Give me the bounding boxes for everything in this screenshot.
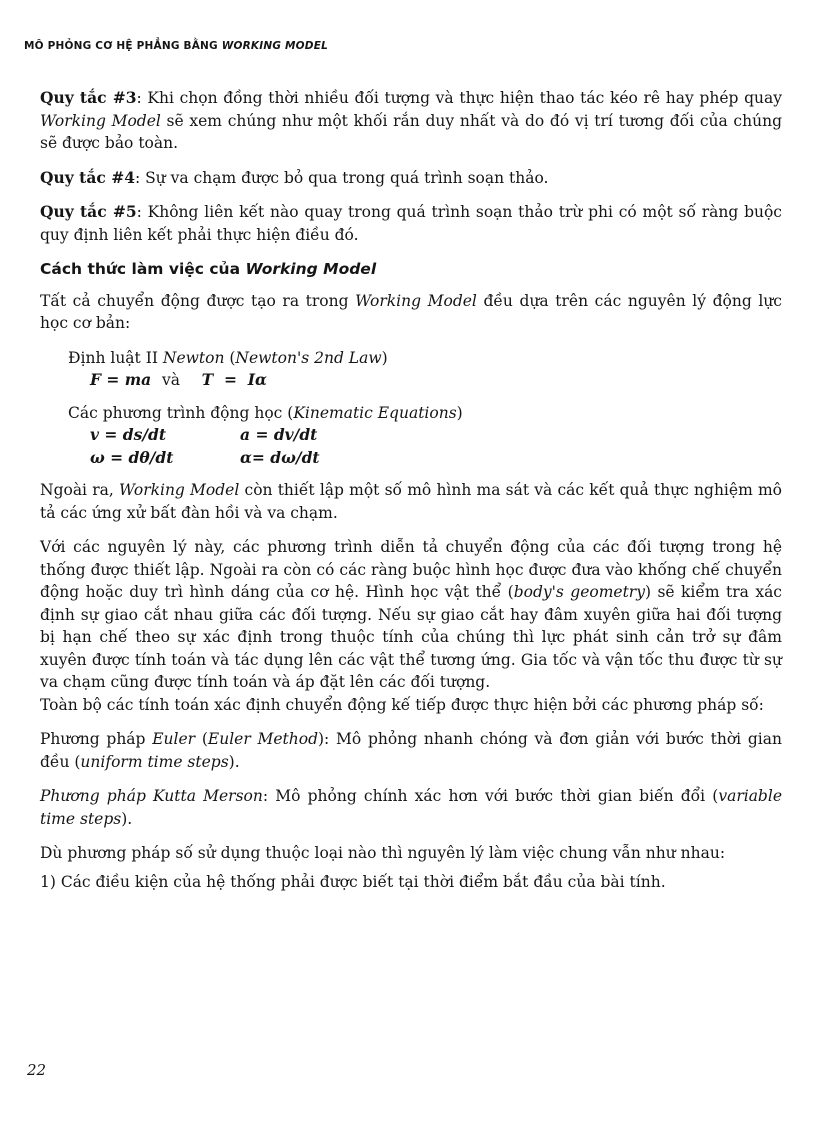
friction-text-a: Ngoài ra, <box>40 481 119 499</box>
general-paragraph <box>40 842 782 865</box>
kinematic-label-italic: Kinematic Equations <box>293 403 457 422</box>
kinematic-block <box>40 402 782 470</box>
section-heading-text: Cách thức làm việc của <box>40 260 241 278</box>
kinematic-label-b: ) <box>456 403 463 422</box>
rule-4-text: : Sự va chạm được bỏ qua trong quá trình soạn thảo. <box>134 168 549 187</box>
section-heading <box>40 258 782 281</box>
newton-law-label <box>68 347 782 370</box>
kutta-text-b: : Mô phỏng chính xác hơn với bước thời gian biến đổi ( <box>262 787 719 805</box>
euler-text-c: ): Mô phỏng nhanh chóng và đơn giản với bước thời gian đều ( <box>40 730 782 771</box>
rule-3-paragraph <box>40 87 782 155</box>
rule-4-label: Quy tắc #4 <box>40 167 135 187</box>
page-number: 22 <box>27 1061 47 1079</box>
numerical-text: Toàn bộ các tính toán xác định chuyển động kế tiếp được thực hiện bởi các phương pháp số: <box>40 695 764 714</box>
equation-velocity: v = ds/dt <box>90 425 167 444</box>
euler-text-b: ( <box>195 730 208 748</box>
intro-paragraph <box>40 290 782 335</box>
kinematic-label-a: Các phương trình động học ( <box>68 403 294 422</box>
kutta-italic-c: variable time steps <box>40 787 782 828</box>
equation-conjunction: và <box>162 371 181 389</box>
newton-label-a: Định luật II <box>68 348 163 367</box>
equation-torque: T = Iα <box>201 370 267 389</box>
kutta-italic-a: Phương pháp Kutta Merson <box>40 787 263 805</box>
running-header-title-italic: WORKING MODEL <box>221 40 328 52</box>
newton-label-c: ) <box>381 348 388 367</box>
rule-3-label: Quy tắc #3 <box>40 88 137 107</box>
newton-label-b: ( <box>224 348 236 367</box>
friction-text-b: còn thiết lập một số mô hình ma sát và các kết quả thực nghiệm mô tả các ứng xử bất đàn hồi và va chạm. <box>40 481 782 522</box>
rule-3-text-a: : Khi chọn đồng thời nhiều đối tượng và thực hiện thao tác kéo rê hay phép quay <box>136 89 782 107</box>
euler-text-d: ). <box>228 752 240 771</box>
rule-5-label: Quy tắc #5 <box>40 202 137 221</box>
running-header <box>24 40 328 52</box>
newton-label-italic-b: Newton's 2nd Law <box>235 348 382 367</box>
euler-italic-c: uniform time steps <box>80 752 229 771</box>
rule-3-italic: Working Model <box>40 111 161 130</box>
kutta-method-paragraph <box>40 785 782 830</box>
euler-text-a: Phương pháp <box>40 730 153 748</box>
equation-angular-velocity: ω = dθ/dt <box>90 447 174 467</box>
principles-text-b: ) sẽ kiểm tra xác định sự giao cắt nhau giữa các đối tượng. Nếu sự giao cắt hay đâm xuyên giữa hai đối tượng bị hạn chế theo sự xác định trong thuộc tính của chúng thì lực phát sinh cản trở sự đâm xuyên được tính toán và tác dụng lên các vật thể tương ứng. Gia tốc và vận tốc thu được từ sự va chạm cũng được tính toán và áp đặt lên các đối tượng. <box>40 583 782 691</box>
equation-acceleration: a = dv/dt <box>240 425 318 444</box>
kutta-text-d: ). <box>121 809 133 828</box>
euler-italic-b: Euler Method <box>207 730 318 748</box>
friction-paragraph <box>40 479 782 524</box>
newton-label-italic-a: Newton <box>162 348 225 367</box>
general-text: Dù phương pháp số sử dụng thuộc loại nào thì nguyên lý làm việc chung vẫn như nhau: <box>40 844 726 862</box>
equation-force: F = ma <box>90 370 152 389</box>
page-body <box>40 87 782 905</box>
intro-italic: Working Model <box>355 291 477 310</box>
rule-5-text: : Không liên kết nào quay trong quá trình soạn thảo trừ phi có một số ràng buộc quy định liên kết phải thực hiện điều đó. <box>40 203 782 244</box>
friction-italic: Working Model <box>118 481 240 499</box>
principles-text-a: Với các nguyên lý này, các phương trình diễn tả chuyển động của các đối tượng trong hệ thống được thiết lập. Ngoài ra còn có các ràng buộc hình học được đưa vào khống chế chuyển động hoặc duy trì hình dáng của cơ hệ. Hình học vật thể ( <box>40 538 782 601</box>
equation-angular-acceleration: α= dω/dt <box>240 447 320 467</box>
intro-text-a: Tất cả chuyển động được tạo ra trong <box>40 291 356 310</box>
principles-italic: body's geometry <box>513 583 645 601</box>
rule-5-paragraph <box>40 201 782 246</box>
list-item <box>40 871 782 894</box>
newton-equations <box>90 369 782 392</box>
principles-paragraph <box>40 536 782 694</box>
newton-law-block <box>40 347 782 392</box>
rule-3-text-b: sẽ xem chúng như một khối rắn duy nhất và do đó vị trí tương đối của chúng sẽ được bảo toàn. <box>40 111 782 152</box>
intro-text-b: đều dựa trên các nguyên lý động lực học cơ bản: <box>40 291 782 332</box>
kinematic-label <box>68 402 782 425</box>
list-item-1-text: 1) Các điều kiện của hệ thống phải được biết tại thời điểm bắt đầu của bài tính. <box>40 872 666 891</box>
numerical-paragraph <box>40 694 782 717</box>
section-heading-italic: Working Model <box>245 260 377 278</box>
kinematic-equations-row-1 <box>90 424 782 447</box>
rule-4-paragraph <box>40 167 782 190</box>
kinematic-equations-row-2 <box>90 447 782 470</box>
euler-method-paragraph <box>40 728 782 773</box>
running-header-title: MÔ PHỎNG CƠ HỆ PHẲNG BẰNG <box>24 40 218 52</box>
euler-italic-a: Euler <box>152 730 196 748</box>
